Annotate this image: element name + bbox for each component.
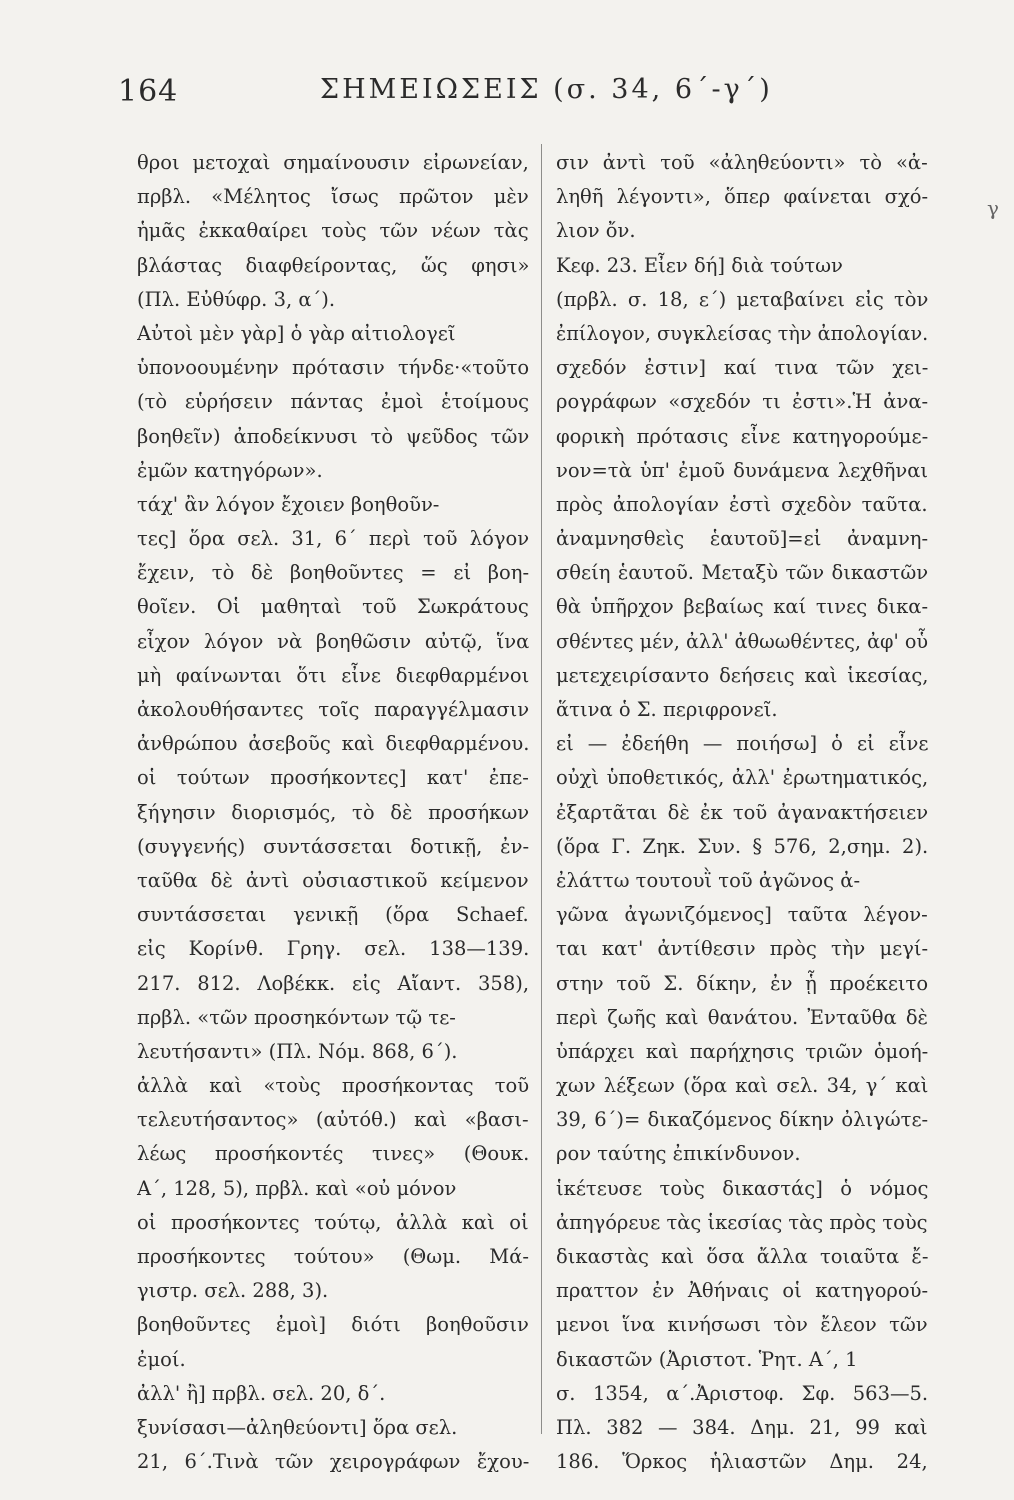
text-line: ἀπηγόρευε τὰς ἱκεσίας τὰς πρὸς τοὺς bbox=[556, 1210, 928, 1234]
text-line: γῶνα ἀγωνιζόμενος] ταῦτα λέγον- bbox=[556, 903, 928, 927]
text-line: βλάστας διαφθείροντας, ὥς φησι» bbox=[137, 253, 529, 277]
text-line: πρβλ. «τῶν προσηκόντων τῷ τε- bbox=[137, 1005, 456, 1029]
page-header bbox=[118, 74, 918, 118]
margin-mark: γ bbox=[987, 196, 999, 220]
text-line: εἶχον λόγον νὰ βοηθῶσιν αὐτῷ, ἵνα bbox=[137, 629, 529, 653]
text-line: ξυνίσασι—ἀληθεύοντι] ὅρα σελ. bbox=[137, 1415, 458, 1439]
text-line: προσήκοντες τούτου» (Θωμ. Μά- bbox=[137, 1245, 529, 1268]
text-line: ὑπονοουμένην πρότασιν τήνδε·«τοῦτο bbox=[137, 356, 529, 380]
text-line: φορικὴ πρότασις εἶνε κατηγορούμε- bbox=[556, 424, 928, 448]
text-line: εἰ — ἐδεήθη — ποιήσω] ὁ εἰ εἶνε bbox=[556, 732, 928, 756]
text-line: γιστρ. σελ. 288, 3). bbox=[137, 1279, 329, 1303]
text-line: θροι μετοχαὶ σημαίνουσιν εἰρωνείαν, bbox=[137, 151, 529, 174]
text-line: 186. Ὅρκος ἡλιαστῶν Δημ. 24, bbox=[556, 1450, 928, 1474]
text-line: Αὐτοὶ μὲν γὰρ] ὁ γὰρ αἰτιολογεῖ bbox=[137, 321, 456, 345]
text-line: μετεχειρίσαντο δεήσεις καὶ ἱκεσίας, bbox=[556, 663, 928, 687]
text-line: ἐλάττω τουτουῒ τοῦ ἀγῶνος ἀ- bbox=[556, 868, 861, 892]
text-line: σιν ἀντὶ τοῦ «ἀληθεύοντι» τὸ «ἀ- bbox=[556, 151, 928, 174]
right-column bbox=[556, 146, 928, 1479]
text-line: ἡμᾶς ἐκκαθαίρει τοὺς τῶν νέων τὰς bbox=[137, 219, 529, 243]
text-line: τες] ὅρα σελ. 31, 6΄ περὶ τοῦ λόγον bbox=[137, 527, 529, 551]
text-line: νον=τὰ ὑπ' ἐμοῦ δυνάμενα λεχθῆναι bbox=[556, 458, 928, 482]
text-line: χων λέξεων (ὅρα καὶ σελ. 34, γ΄ καὶ bbox=[556, 1074, 928, 1098]
text-line: ξήγησιν διορισμός, τὸ δὲ προσήκων bbox=[137, 800, 529, 824]
text-line: 21, 6΄.Τινὰ τῶν χειρογράφων ἔχου- bbox=[137, 1450, 529, 1474]
text-line: Α΄, 128, 5), πρβλ. καὶ «οὐ μόνον bbox=[137, 1176, 457, 1200]
text-line: ὑπάρχει καὶ παρήχησις τριῶν ὁμοή- bbox=[556, 1039, 928, 1063]
text-line: ρον ταύτης ἐπικίνδυνον. bbox=[556, 1142, 801, 1166]
text-line: σ. 1354, α΄.Ἀριστοφ. Σφ. 563—5. bbox=[556, 1381, 928, 1405]
text-line: οἱ προσήκοντες τούτῳ, ἀλλὰ καὶ οἱ bbox=[137, 1210, 529, 1234]
text-line: ταῦθα δὲ ἀντὶ οὐσιαστικοῦ κείμενον bbox=[137, 868, 529, 892]
text-line: (πρβλ. σ. 18, ε΄) μεταβαίνει εἰς τὸν bbox=[556, 287, 928, 311]
text-line: περὶ ζωῆς καὶ θανάτου. Ἐνταῦθα δὲ bbox=[556, 1005, 928, 1029]
text-line: πραττον ἐν Ἀθήναις οἱ κατηγορού- bbox=[556, 1279, 928, 1303]
text-line: ἐξαρτᾶται δὲ ἐκ τοῦ ἀγανακτήσειεν bbox=[556, 800, 928, 824]
text-line: Πλ. 382 — 384. Δημ. 21, 99 καὶ bbox=[556, 1415, 928, 1439]
text-line: 217. 812. Λοβέκκ. εἰς Αἴαντ. 358), bbox=[137, 971, 529, 995]
text-line: ἀναμνησθεὶς ἑαυτοῦ]=εἰ ἀναμνη- bbox=[556, 527, 928, 551]
text-line: ται κατ' ἀντίθεσιν πρὸς τὴν μεγί- bbox=[556, 937, 928, 961]
text-line: βοηθεῖν) ἀποδείκνυσι τὸ ψεῦδος τῶν bbox=[137, 424, 529, 448]
text-line: Κεφ. 23. Εἶεν δή] διὰ τούτων bbox=[556, 253, 843, 277]
text-line: ἀλλ' ἢ] πρβλ. σελ. 20, δ΄. bbox=[137, 1381, 386, 1405]
column-divider bbox=[541, 144, 542, 1434]
text-line: θοῖεν. Οἱ μαθηταὶ τοῦ Σωκράτους bbox=[137, 595, 529, 619]
text-line: σθείη ἑαυτοῦ. Μεταξὺ τῶν δικαστῶν bbox=[556, 561, 928, 585]
text-line: τελευτήσαντος» (αὐτόθ.) καὶ «βασι- bbox=[137, 1108, 529, 1132]
text-line: ἅτινα ὁ Σ. περιφρονεῖ. bbox=[556, 698, 778, 721]
text-line: λευτήσαντι» (Πλ. Νόμ. 868, 6΄). bbox=[137, 1039, 458, 1063]
page-number: 164 bbox=[118, 74, 179, 109]
text-line: σχεδόν ἐστιν] καί τινα τῶν χει- bbox=[556, 356, 928, 380]
text-line: ἔχειν, τὸ δὲ βοηθοῦντες = εἰ βοη- bbox=[137, 561, 529, 585]
text-line: πρβλ. «Μέλητος ἴσως πρῶτον μὲν bbox=[137, 185, 529, 209]
text-line: ρογράφων «σχεδόν τι ἐστι».Ἡ ἀνα- bbox=[556, 390, 928, 414]
text-line: ἀλλὰ καὶ «τοὺς προσήκοντας τοῦ bbox=[137, 1074, 529, 1098]
left-column bbox=[137, 146, 529, 1479]
text-line: (συγγενής) συντάσσεται δοτικῇ, ἐν- bbox=[137, 834, 529, 858]
running-head: ΣΗΜΕΙΩΣΕΙΣ (σ. 34, 6΄-γ΄) bbox=[320, 74, 773, 105]
text-line: σθέντες μέν, ἀλλ' ἀθωωθέντες, ἀφ' οὗ bbox=[556, 629, 928, 653]
text-line: ἐπίλογον, συγκλείσας τὴν ἀπολογίαν. bbox=[556, 321, 928, 345]
text-line: ἀνθρώπου ἀσεβοῦς καὶ διεφθαρμένου. bbox=[137, 732, 529, 756]
text-line: τάχ' ἂν λόγον ἔχοιεν βοηθοῦν- bbox=[137, 492, 440, 516]
text-line: ἀκολουθήσαντες τοῖς παραγγέλμασιν bbox=[137, 698, 529, 721]
text-line: ἐμοί. bbox=[137, 1347, 186, 1371]
text-line: μὴ φαίνωνται ὅτι εἶνε διεφθαρμένοι bbox=[137, 663, 529, 687]
text-line: (τὸ εὑρήσειν πάντας ἐμοὶ ἑτοίμους bbox=[137, 390, 529, 414]
text-line: οὐχὶ ὑποθετικός, ἀλλ' ἐρωτηματικός, bbox=[556, 766, 928, 790]
text-line: ἱκέτευσε τοὺς δικαστάς] ὁ νόμος bbox=[556, 1176, 928, 1200]
text-line: ληθῆ λέγοντι», ὅπερ φαίνεται σχό- bbox=[556, 185, 928, 209]
text-line: βοηθοῦντες ἐμοὶ] διότι βοηθοῦσιν bbox=[137, 1313, 529, 1337]
text-line: λιον ὄν. bbox=[556, 219, 636, 243]
text-line: πρὸς ἀπολογίαν ἐστὶ σχεδὸν ταῦτα. bbox=[556, 492, 928, 516]
text-line: 39, 6΄)= δικαζόμενος δίκην ὀλιγώτε- bbox=[556, 1108, 928, 1132]
text-line: εἰς Κορίνθ. Γρηγ. σελ. 138—139. bbox=[137, 937, 529, 961]
text-line: (Πλ. Εὐθύφρ. 3, α΄). bbox=[137, 287, 336, 311]
text-line: συντάσσεται γενικῇ (ὅρα Schaef. bbox=[137, 903, 529, 927]
text-line: δικαστὰς καὶ ὅσα ἄλλα τοιαῦτα ἔ- bbox=[556, 1245, 928, 1268]
text-line: δικαστῶν (Ἀριστοτ. Ῥητ. Α΄, 1 bbox=[556, 1347, 858, 1371]
text-line: λέως προσήκοντές τινες» (Θουκ. bbox=[137, 1142, 529, 1166]
text-line: θὰ ὑπῆρχον βεβαίως καί τινες δικα- bbox=[556, 595, 928, 619]
text-line: (ὅρα Γ. Ζηκ. Συν. § 576, 2,σημ. 2). bbox=[556, 834, 928, 858]
text-line: ἐμῶν κατηγόρων». bbox=[137, 458, 323, 482]
text-line: οἱ τούτων προσήκοντες] κατ' ἐπε- bbox=[137, 766, 529, 790]
text-line: μενοι ἵνα κινήσωσι τὸν ἔλεον τῶν bbox=[556, 1313, 928, 1337]
text-line: στην τοῦ Σ. δίκην, ἐν ᾗ προέκειτο bbox=[556, 971, 928, 995]
